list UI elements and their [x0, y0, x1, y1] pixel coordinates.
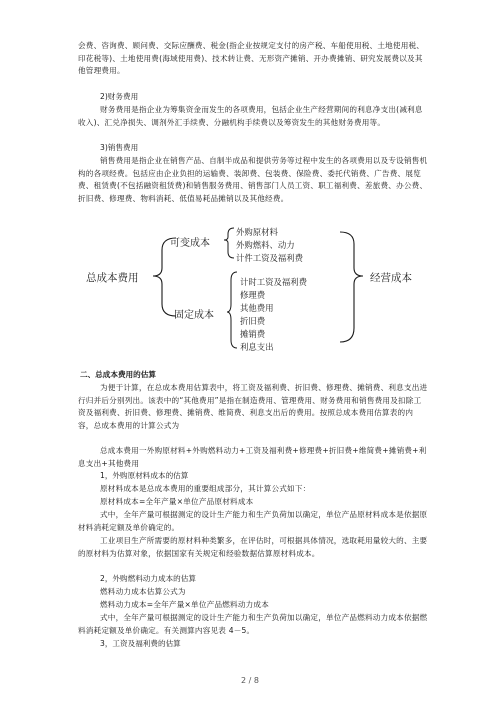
variable-item: 外购原材料 [236, 227, 278, 237]
management-expenses-continued: 会费、咨询费、顾问费、交际应酬费、税金(指企业按规定支付的房产税、车船使用税、土地使用税、印花税等)、土地使用费(海域使用费)、技术转让费、无形资产摊销、开办费摊销、研究发展费以及其他管理费用。 [78, 41, 425, 76]
fixed-item: 计时工资及福利费 [240, 277, 307, 287]
fixed-item: 利息支出 [240, 342, 274, 352]
fixed-item: 折旧费 [240, 316, 266, 326]
fuel-power-formula: 燃料动力成本=全年产量×单位产品燃料动力成本 [100, 600, 269, 609]
subsection-heading: 3，工资及福利费的估算 [100, 639, 181, 648]
page-number: 2 / 8 [241, 676, 259, 685]
subsection-heading: 1，外购原材料成本的估算 [100, 471, 189, 480]
raw-material-paragraph: 原材料成本是总成本费用的重要组成部分，其计算公式如下： [100, 484, 311, 493]
fixed-cost-label: 固定成本 [174, 310, 214, 321]
raw-material-formula: 原材料成本=全年产量×单位产品原材料成本 [100, 497, 254, 506]
estimation-intro-paragraph: 为便于计算，在总成本费用估算表中，将工资及福利费、折旧费、修理费、摊销费、利息支出进行归并后分别列出。该表中的“其他费用”是指在制造费用、管理费用、财务费用和销售费用及扣除工资及福利费、折旧费、修理费、摊销费、维简费、利息支出后的费用。按照总成本费用估算表的内容，总成本费用的计算公式为 [78, 383, 428, 430]
fixed-item: 其他费用 [240, 303, 274, 313]
raw-material-explanation: 式中，全年产量可根据测定的设计生产能力和生产负荷加以确定，单位产品原材料成本是依据原材料消耗定额及单价确定的。 [78, 510, 428, 532]
heading-sales-expenses: 3)销售费用 [100, 143, 139, 152]
variable-item: 外购燃料、动力 [236, 240, 295, 250]
cost-structure-diagram [78, 224, 438, 364]
heading-financial-expenses: 2)财务费用 [100, 92, 139, 101]
fuel-power-paragraph: 燃料动力成本估算公式为 [100, 587, 186, 596]
section-heading: 二、总成本费用的估算 [80, 370, 156, 379]
fixed-item: 修理费 [240, 290, 266, 300]
financial-expenses-paragraph: 财务费用是指企业为筹集资金而发生的各项费用，包括企业生产经营期间的利息净支出(减利息收入)、汇兑净损失、调剂外汇手续费、分融机构手续费以及筹资发生的其他财务费用等。 [78, 105, 423, 127]
variable-cost-label: 可变成本 [170, 238, 210, 249]
subsection-heading: 2，外购燃料动力成本的估算 [100, 574, 196, 583]
total-cost-formula: 总成本费用一外购原材料+外购燃料动力+工资及福利费+修理费+折旧费+维简费+摊销费+利息支出+其他费用 [78, 446, 427, 468]
total-cost-label: 总成本费用 [86, 272, 139, 284]
sales-expenses-paragraph: 销售费用是指企业在销售产品、自制半成品和提供劳务等过程中发生的各项费用以及专设销售机构的各项经费。包括应由企业负担的运输费、装卸费、包装费、保险费、委托代销费、广告费、展览费、租赁费(不包括融资租赁费)和销售服务费用、销售部门人员工资、职工福利费、差旅费、办公费、折旧费、修理费、物料消耗、低值易耗品摊销以及其他经费。 [78, 156, 428, 203]
raw-material-selection: 工业项目生产所需要的原材料种类繁多，在评估时，可根据具体情况，选取耗用量较大的、主要的原材料为估算对象，依据国家有关规定和经验数据估算原材料成本。 [78, 536, 428, 558]
operating-cost-label: 经营成本 [370, 272, 412, 284]
fixed-item: 摊销费 [240, 329, 266, 339]
fuel-power-explanation: 式中，全年产量可根据测定的设计生产能力和生产负荷加以确定，单位产品燃料动力成本依据燃料消耗定额及单价确定。有关测算内容见表 4－5。 [78, 613, 428, 635]
variable-item: 计件工资及福利费 [236, 253, 303, 263]
